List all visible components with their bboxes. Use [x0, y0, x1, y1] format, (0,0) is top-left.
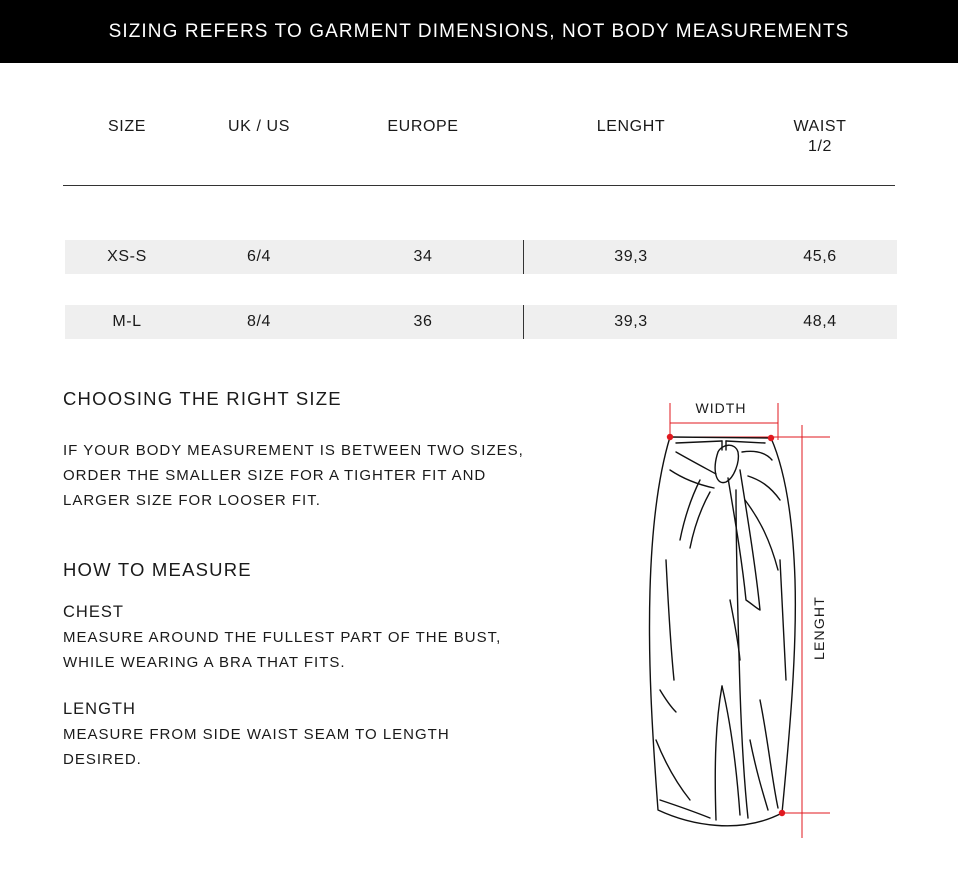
column-divider	[523, 305, 524, 339]
choosing-title: CHOOSING THE RIGHT SIZE	[63, 388, 342, 409]
banner	[0, 0, 958, 63]
header-divider	[63, 185, 895, 186]
cell-waist: 48,4	[803, 313, 837, 330]
width-label: WIDTH	[695, 400, 747, 416]
table-row	[65, 240, 897, 274]
cell-length: 39,3	[614, 248, 648, 265]
measurement-markers	[667, 434, 785, 816]
header-waist	[740, 117, 900, 157]
table-row	[65, 305, 897, 339]
skirt-outline	[649, 437, 795, 826]
cell-size: M-L	[112, 313, 142, 330]
header-waist-label: WAIST	[793, 118, 847, 135]
cell-ukus: 8/4	[246, 313, 272, 330]
header-size: SIZE	[108, 118, 146, 135]
cell-size: XS-S	[107, 248, 147, 265]
cell-ukus: 6/4	[246, 248, 272, 265]
cell-length: 39,3	[614, 313, 648, 330]
chest-text: MEASURE AROUND THE FULLEST PART OF THE BUST, WHILE WEARING A BRA THAT FITS.	[63, 629, 502, 671]
chest-title: CHEST	[63, 603, 124, 621]
skirt-illustration-icon	[620, 380, 880, 850]
banner-text: SIZING REFERS TO GARMENT DIMENSIONS, NOT BODY MEASUREMENTS	[108, 20, 850, 42]
header-waist-sub: 1/2	[807, 138, 833, 155]
measurement-guides	[670, 403, 830, 838]
measure-title: HOW TO MEASURE	[63, 559, 252, 580]
header-europe: EUROPE	[387, 118, 459, 135]
cell-europe: 34	[413, 248, 433, 265]
length-title: LENGTH	[63, 700, 136, 718]
length-label: LENGHT	[811, 596, 827, 660]
column-divider	[523, 240, 524, 274]
choosing-text: IF YOUR BODY MEASUREMENT IS BETWEEN TWO SIZES, ORDER THE SMALLER SIZE FOR A TIGHTER FIT AND LARGER SIZE FOR LOOSER FIT.	[63, 442, 524, 509]
cell-europe: 36	[413, 313, 433, 330]
header-ukus: UK / US	[228, 118, 290, 135]
length-text: MEASURE FROM SIDE WAIST SEAM TO LENGTH DESIRED.	[63, 726, 450, 768]
header-length: LENGHT	[596, 118, 666, 135]
cell-waist: 45,6	[803, 248, 837, 265]
